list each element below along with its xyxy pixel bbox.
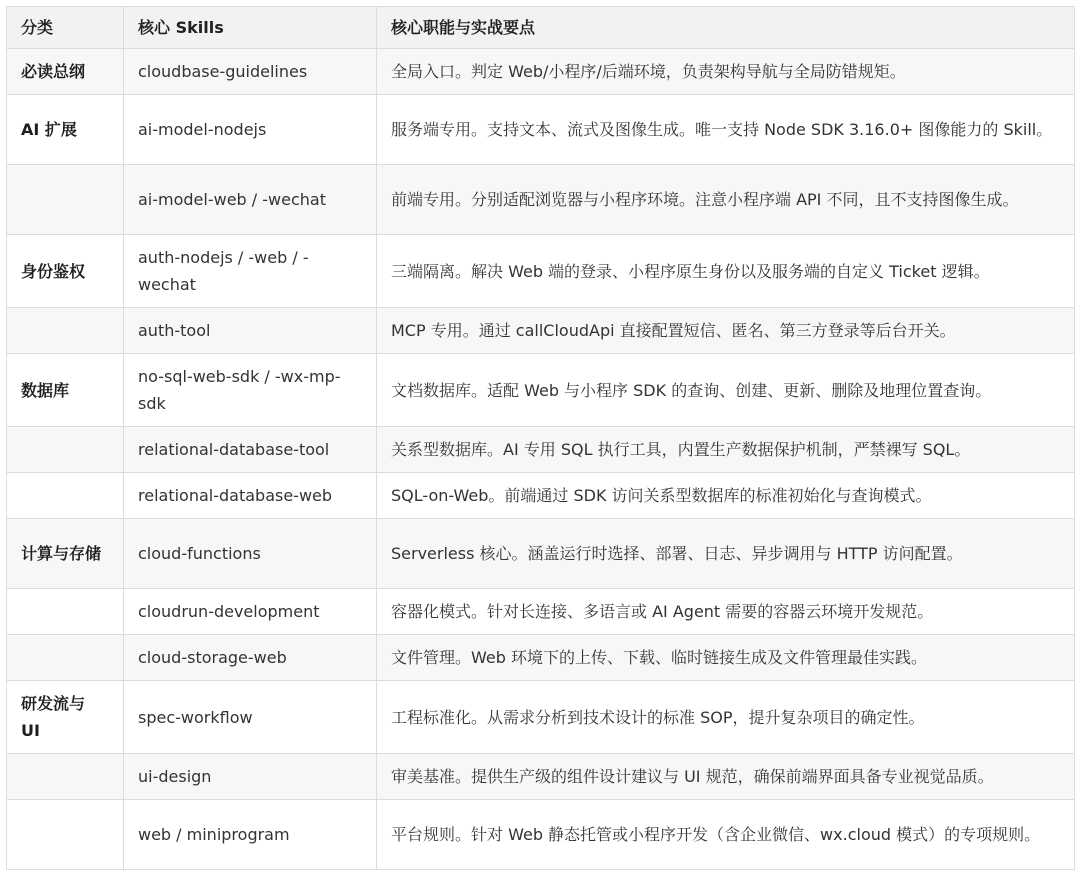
cell-skill: auth-nodejs / -web / -wechat bbox=[124, 235, 377, 308]
table-row bbox=[7, 95, 1075, 165]
table-row bbox=[7, 354, 1075, 427]
cell-description: 关系型数据库。AI 专用 SQL 执行工具，内置生产数据保护机制，严禁裸写 SQL。 bbox=[377, 427, 1075, 473]
cell-category: 身份鉴权 bbox=[7, 235, 124, 308]
cell-skill: ai-model-web / -wechat bbox=[124, 165, 377, 235]
table-row bbox=[7, 427, 1075, 473]
cell-description: MCP 专用。通过 callCloudApi 直接配置短信、匿名、第三方登录等后台开关。 bbox=[377, 308, 1075, 354]
cell-category bbox=[7, 165, 124, 235]
cell-description: Serverless 核心。涵盖运行时选择、部署、日志、异步调用与 HTTP 访问配置。 bbox=[377, 519, 1075, 589]
cell-category bbox=[7, 308, 124, 354]
cell-category bbox=[7, 800, 124, 870]
cell-skill: spec-workflow bbox=[124, 681, 377, 754]
cell-category bbox=[7, 635, 124, 681]
cell-description: 全局入口。判定 Web/小程序/后端环境，负责架构导航与全局防错规矩。 bbox=[377, 49, 1075, 95]
table-header bbox=[7, 7, 1075, 49]
cell-category bbox=[7, 589, 124, 635]
cell-category: 计算与存储 bbox=[7, 519, 124, 589]
cell-skill: cloud-functions bbox=[124, 519, 377, 589]
cell-description: 三端隔离。解决 Web 端的登录、小程序原生身份以及服务端的自定义 Ticket 逻辑。 bbox=[377, 235, 1075, 308]
cell-skill: ai-model-nodejs bbox=[124, 95, 377, 165]
table-row bbox=[7, 165, 1075, 235]
cell-skill: cloud-storage-web bbox=[124, 635, 377, 681]
cell-description: 平台规则。针对 Web 静态托管或小程序开发（含企业微信、wx.cloud 模式）的专项规则。 bbox=[377, 800, 1075, 870]
cell-description: 文件管理。Web 环境下的上传、下载、临时链接生成及文件管理最佳实践。 bbox=[377, 635, 1075, 681]
cell-description: SQL-on-Web。前端通过 SDK 访问关系型数据库的标准初始化与查询模式。 bbox=[377, 473, 1075, 519]
cell-description: 工程标准化。从需求分析到技术设计的标准 SOP，提升复杂项目的确定性。 bbox=[377, 681, 1075, 754]
cell-category bbox=[7, 754, 124, 800]
skills-table bbox=[6, 6, 1075, 870]
cell-skill: relational-database-tool bbox=[124, 427, 377, 473]
cell-description: 前端专用。分别适配浏览器与小程序环境。注意小程序端 API 不同，且不支持图像生成。 bbox=[377, 165, 1075, 235]
table-row bbox=[7, 635, 1075, 681]
table-row bbox=[7, 519, 1075, 589]
cell-category: AI 扩展 bbox=[7, 95, 124, 165]
cell-category bbox=[7, 473, 124, 519]
cell-description: 文档数据库。适配 Web 与小程序 SDK 的查询、创建、更新、删除及地理位置查询。 bbox=[377, 354, 1075, 427]
table-row bbox=[7, 800, 1075, 870]
cell-skill: relational-database-web bbox=[124, 473, 377, 519]
cell-category: 研发流与 UI bbox=[7, 681, 124, 754]
header-skills: 核心 Skills bbox=[124, 7, 377, 49]
cell-description: 服务端专用。支持文本、流式及图像生成。唯一支持 Node SDK 3.16.0+ 图像能力的 Skill。 bbox=[377, 95, 1075, 165]
cell-category: 必读总纲 bbox=[7, 49, 124, 95]
table-row bbox=[7, 589, 1075, 635]
cell-description: 审美基准。提供生产级的组件设计建议与 UI 规范，确保前端界面具备专业视觉品质。 bbox=[377, 754, 1075, 800]
cell-category: 数据库 bbox=[7, 354, 124, 427]
table-row bbox=[7, 308, 1075, 354]
table-row bbox=[7, 754, 1075, 800]
skills-table-container bbox=[6, 6, 1074, 870]
cell-description: 容器化模式。针对长连接、多语言或 AI Agent 需要的容器云环境开发规范。 bbox=[377, 589, 1075, 635]
cell-skill: ui-design bbox=[124, 754, 377, 800]
cell-skill: web / miniprogram bbox=[124, 800, 377, 870]
cell-skill: cloudbase-guidelines bbox=[124, 49, 377, 95]
header-row bbox=[7, 7, 1075, 49]
table-row bbox=[7, 681, 1075, 754]
table-row bbox=[7, 473, 1075, 519]
header-description: 核心职能与实战要点 bbox=[377, 7, 1075, 49]
cell-skill: no-sql-web-sdk / -wx-mp-sdk bbox=[124, 354, 377, 427]
cell-category bbox=[7, 427, 124, 473]
table-row bbox=[7, 49, 1075, 95]
header-category: 分类 bbox=[7, 7, 124, 49]
cell-skill: cloudrun-development bbox=[124, 589, 377, 635]
table-row bbox=[7, 235, 1075, 308]
cell-skill: auth-tool bbox=[124, 308, 377, 354]
table-body bbox=[7, 49, 1075, 870]
